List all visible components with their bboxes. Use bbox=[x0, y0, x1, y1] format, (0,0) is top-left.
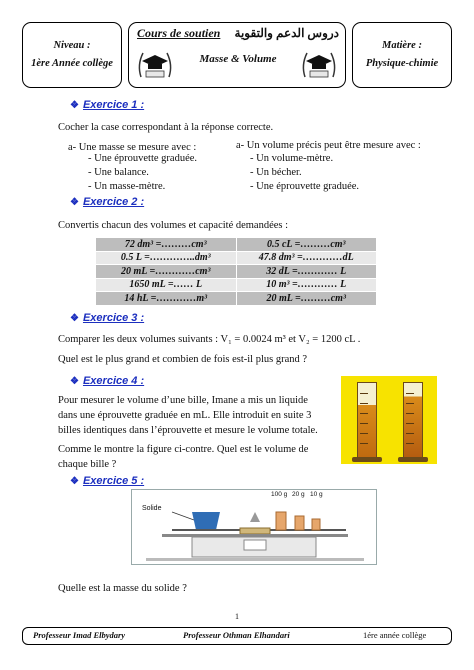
school-emblem-icon bbox=[135, 45, 175, 85]
question-b-options bbox=[250, 152, 359, 194]
question-a: a- Une masse se mesure avec : bbox=[68, 142, 197, 153]
exercise-2-title: ❖ Exercice 2 : bbox=[70, 196, 145, 208]
exercise-4-line-2: dans une éprouvette graduée en mL. Elle introduit en suite 3 bbox=[58, 410, 312, 421]
diamond-bullet-icon: ❖ bbox=[70, 375, 79, 387]
table-row bbox=[96, 278, 377, 292]
exercise-1-instruction: Cocher la case correspondant à la réponse correcte. bbox=[58, 122, 274, 133]
option-item[interactable]: - Une balance. bbox=[88, 167, 149, 178]
question-a-options bbox=[88, 152, 197, 194]
subject-label: Matière : bbox=[382, 40, 422, 51]
page-header bbox=[22, 22, 452, 88]
topic-title: Masse & Volume bbox=[199, 53, 277, 65]
subject-value: Physique-chimie bbox=[365, 58, 439, 69]
table-cell[interactable]: 0.5 cL =………cm³ bbox=[236, 238, 377, 252]
table-cell[interactable]: 20 mL =…………cm³ bbox=[96, 265, 237, 279]
cylinder-after bbox=[403, 382, 423, 458]
table-cell[interactable]: 32 dL =………… L bbox=[236, 265, 377, 279]
level-label: Niveau : bbox=[53, 40, 91, 51]
option-item[interactable]: - Une éprouvette graduée. bbox=[88, 153, 198, 164]
table-row bbox=[96, 251, 377, 265]
level-value: 1ère Année collège bbox=[31, 58, 113, 69]
page-footer bbox=[22, 627, 452, 645]
exercise-2-instruction: Convertis chacun des volumes et capacité demandées : bbox=[58, 220, 289, 231]
diamond-bullet-icon: ❖ bbox=[70, 475, 79, 487]
exercise-4-line-1: Pour mesurer le volume d’une bille, Imane a mis un liquide bbox=[58, 395, 308, 406]
weight-label: 10 g bbox=[310, 491, 323, 498]
table-row bbox=[96, 292, 377, 306]
footer-level: 1ére année collège bbox=[363, 630, 427, 640]
exercise-5-question: Quelle est la masse du solide ? bbox=[58, 583, 187, 594]
exercise-4-question-2: chaque bille ? bbox=[58, 459, 117, 470]
cylinder-before bbox=[357, 382, 377, 458]
table-cell[interactable]: 0.5 L =…………..dm³ bbox=[96, 251, 237, 265]
course-title-ar: دروس الدعم والتقوية bbox=[234, 26, 339, 40]
course-title-fr: Cours de soutien bbox=[137, 26, 221, 40]
table-cell[interactable]: 1650 mL =…… L bbox=[96, 278, 237, 292]
exercise-4-question-1: Comme le montre la figure ci-contre. Quel est le volume de bbox=[58, 444, 309, 455]
table-cell[interactable]: 14 hL =…………m³ bbox=[96, 292, 237, 306]
exercise-4-title: ❖ Exercice 4 : bbox=[70, 375, 145, 387]
table-cell[interactable]: 10 m³ =………… L bbox=[236, 278, 377, 292]
table-cell[interactable]: 72 dm³ =………cm³ bbox=[96, 238, 237, 252]
option-item[interactable]: - Une éprouvette graduée. bbox=[250, 181, 360, 192]
diamond-bullet-icon: ❖ bbox=[70, 312, 79, 324]
level-box bbox=[22, 22, 122, 88]
option-item[interactable]: - Un bécher. bbox=[250, 167, 302, 178]
exercise-3-line-1: Comparer les deux volumes suivants : V₁ = 0.0024 m³ et V₂ = 1200 cL . bbox=[58, 334, 361, 345]
graduated-cylinders-figure bbox=[341, 376, 437, 464]
course-box bbox=[128, 22, 346, 88]
option-item[interactable]: - Un volume-mètre. bbox=[250, 153, 334, 164]
exercise-3-title: ❖ Exercice 3 : bbox=[70, 312, 145, 324]
weight-label: 100 g bbox=[271, 491, 288, 498]
page-number: 1 bbox=[235, 612, 239, 621]
conversion-table bbox=[95, 237, 377, 306]
diamond-bullet-icon: ❖ bbox=[70, 99, 79, 111]
weight-label: 20 g bbox=[292, 491, 305, 498]
subject-box bbox=[352, 22, 452, 88]
footer-teacher-2: Professeur Othman Elhandari bbox=[183, 630, 290, 640]
school-emblem-icon bbox=[299, 45, 339, 85]
option-item[interactable]: - Un masse-mètre. bbox=[88, 181, 166, 192]
exercise-3-line-2: Quel est le plus grand et combien de fois est-il plus grand ? bbox=[58, 354, 308, 365]
exercise-4-line-3: billes identiques dans l’éprouvette et mesure le volume totale. bbox=[58, 425, 318, 436]
diamond-bullet-icon: ❖ bbox=[70, 196, 79, 208]
footer-teacher-1: Professeur Imad Elbydary bbox=[33, 630, 126, 640]
exercise-5-title: ❖ Exercice 5 : bbox=[70, 475, 145, 487]
table-cell[interactable]: 47.8 dm³ =…………dL bbox=[236, 251, 377, 265]
table-row bbox=[96, 238, 377, 252]
solid-label: Solide bbox=[142, 505, 162, 512]
table-cell[interactable]: 20 mL =………cm³ bbox=[236, 292, 377, 306]
table-row bbox=[96, 265, 377, 279]
balance-scale-figure bbox=[131, 489, 377, 565]
question-b: a- Un volume précis peut être mesure avec : bbox=[236, 140, 421, 151]
exercise-1-title: ❖ Exercice 1 : bbox=[70, 99, 145, 111]
